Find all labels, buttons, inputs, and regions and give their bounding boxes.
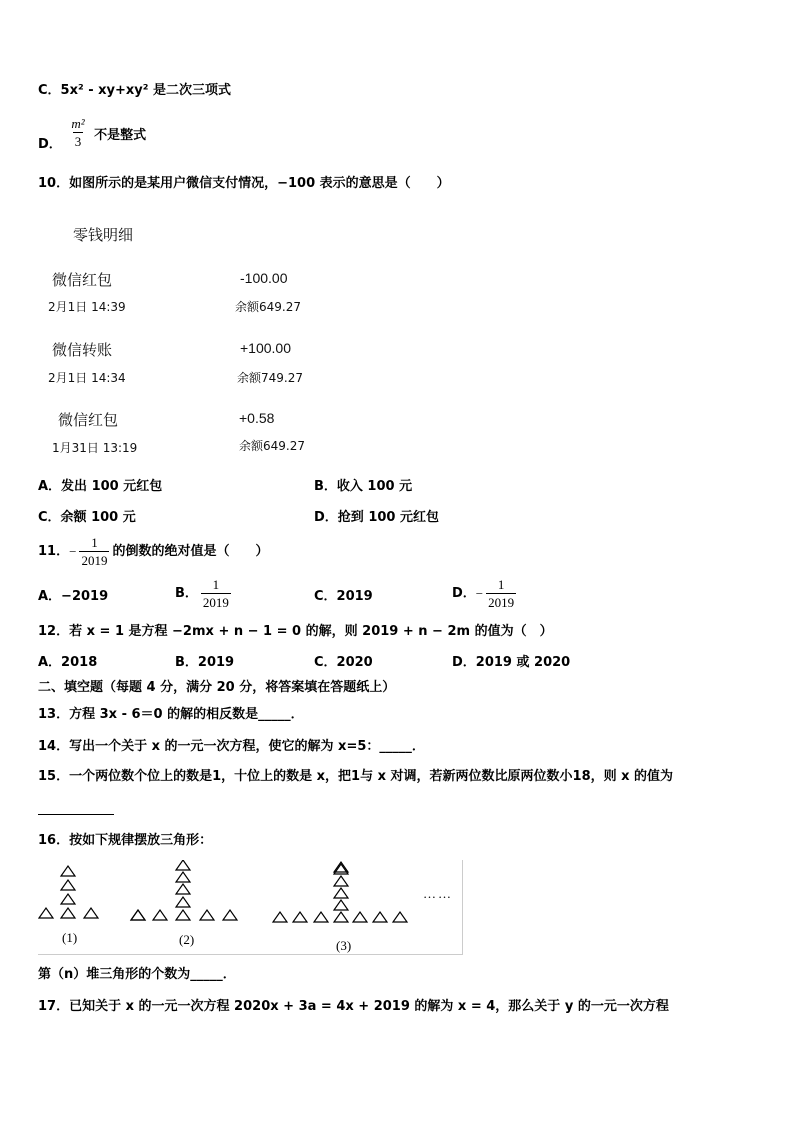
q10-option-d: D．抢到 100 元红包 xyxy=(314,510,439,525)
triangle-mark xyxy=(273,912,287,922)
fraction-denominator: 3 xyxy=(74,134,82,149)
wallet-entry-balance: 余额649.27 xyxy=(239,439,305,453)
triangle-mark xyxy=(176,910,190,920)
q11-option-a: A．−2019 xyxy=(38,589,109,604)
section-heading-fill-in: 二、填空题（每题 4 分，满分 20 分，将答案填在答题纸上） xyxy=(38,680,396,695)
triangle-mark xyxy=(373,912,387,922)
q13: 13．方程 3x - 6＝0 的解的相反数是_____． xyxy=(38,707,304,722)
triangle-mark xyxy=(84,908,98,918)
triangle-mark xyxy=(61,880,75,890)
wallet-entry-date: 2月1日 14:39 xyxy=(48,300,126,314)
q10-option-c: C．余额 100 元 xyxy=(38,510,136,525)
wallet-entry-amount: +0.58 xyxy=(239,410,275,426)
wallet-entry-balance: 余额749.27 xyxy=(237,371,303,385)
fraction-numerator: 1 xyxy=(212,577,220,592)
fraction-denominator: 2019 xyxy=(81,553,108,568)
triangle-mark xyxy=(61,894,75,904)
wallet-entry-name: 微信红包 xyxy=(58,411,119,429)
triangle-mark xyxy=(223,910,237,920)
triangle-mark xyxy=(314,912,328,922)
q11-option-c: C．2019 xyxy=(314,589,373,604)
q11-option-d-fraction xyxy=(486,577,516,610)
q11-stem xyxy=(38,535,268,568)
triangle-mark xyxy=(176,860,190,870)
q11-fraction xyxy=(79,535,109,568)
triangle-mark xyxy=(334,876,348,886)
q10-option-b: B．收入 100 元 xyxy=(314,479,413,494)
triangle-mark xyxy=(153,910,167,920)
wallet-title: 零钱明细 xyxy=(73,226,134,244)
triangle-pattern-figure xyxy=(38,860,463,955)
q10-stem: 10．如图所示的是某用户微信支付情况，−100 表示的意思是（ ） xyxy=(38,176,450,191)
figure-caption: (2) xyxy=(179,932,195,947)
triangle-mark xyxy=(293,912,307,922)
q11-stem-tail: 的倒数的绝对值是（ ） xyxy=(112,544,269,559)
triangle-mark xyxy=(353,912,367,922)
q9-option-d xyxy=(38,118,146,151)
q9-option-d-text: 不是整式 xyxy=(94,128,147,143)
triangle-mark xyxy=(393,912,407,922)
fraction-numerator: m² xyxy=(71,116,85,131)
wallet-entry-date: 1月31日 13:19 xyxy=(52,441,138,455)
fraction-numerator: 1 xyxy=(497,577,505,592)
q12-option-c: C．2020 xyxy=(314,655,373,670)
q17: 17．已知关于 x 的一元一次方程 2020x + 3a = 4x + 2019 的解为 x = 4，那么关于 y 的一元一次方程 xyxy=(38,999,669,1014)
q9-option-c: C．5x² - xy+xy² 是二次三项式 xyxy=(38,83,231,98)
q11-option-b-label: B． xyxy=(175,586,198,601)
wallet-entry-name: 微信红包 xyxy=(52,271,113,289)
q12-stem: 12．若 x = 1 是方程 −2mx + n − 1 = 0 的解，则 2019 + n − 2m 的值为（ ） xyxy=(38,624,553,639)
q12-option-a: A．2018 xyxy=(38,655,98,670)
figure-caption: (1) xyxy=(62,930,78,945)
continuation-dots: …… xyxy=(423,886,453,901)
answer-blank-line xyxy=(38,814,114,815)
triangle-mark xyxy=(61,866,75,876)
triangle-mark xyxy=(176,897,190,907)
q16-stem: 16．按如下规律摆放三角形： xyxy=(38,833,213,848)
q15: 15．一个两位数个位上的数是1，十位上的数是 x，把1与 x 对调，若新两位数比原两位数小18，则 x 的值为 xyxy=(38,769,674,784)
q9-option-d-label: D． xyxy=(38,137,62,152)
triangle-mark xyxy=(334,912,348,922)
q12-option-d: D．2019 或 2020 xyxy=(452,655,571,670)
triangle-mark xyxy=(39,908,53,918)
q11-number: 11． xyxy=(38,544,70,559)
fraction-denominator: 2019 xyxy=(202,595,229,610)
q16-answer-line: 第（n）堆三角形的个数为_____． xyxy=(38,967,236,982)
q11-option-d-label: D． xyxy=(452,586,476,601)
wallet-entry-name: 微信转账 xyxy=(52,341,113,359)
triangle-mark xyxy=(176,872,190,882)
figure-caption: (3) xyxy=(336,938,352,953)
q12-option-b: B．2019 xyxy=(175,655,235,670)
q10-option-a: A．发出 100 元红包 xyxy=(38,479,163,494)
q11-option-b xyxy=(175,577,234,610)
minus-sign: − xyxy=(69,543,77,559)
q14: 14．写出一个关于 x 的一元一次方程，使它的解为 x=5：_____． xyxy=(38,739,425,754)
wallet-entry-date: 2月1日 14:34 xyxy=(48,371,126,385)
triangle-mark xyxy=(334,888,348,898)
q11-option-b-fraction xyxy=(201,577,231,610)
wallet-entry-amount: -100.00 xyxy=(240,270,288,286)
triangle-mark xyxy=(334,900,348,910)
triangle-mark xyxy=(176,884,190,894)
q9-option-d-fraction xyxy=(69,116,86,149)
fraction-numerator: 1 xyxy=(91,535,98,550)
q11-option-d xyxy=(452,577,519,610)
triangle-pattern-svg xyxy=(38,860,462,954)
triangle-mark xyxy=(131,910,145,920)
fraction-denominator: 2019 xyxy=(488,595,515,610)
wallet-entry-amount: +100.00 xyxy=(240,340,291,356)
minus-sign: − xyxy=(475,585,484,601)
triangle-mark xyxy=(61,908,75,918)
triangle-mark xyxy=(200,910,214,920)
wallet-entry-balance: 余额649.27 xyxy=(235,300,301,314)
triangle-mark xyxy=(131,910,145,920)
